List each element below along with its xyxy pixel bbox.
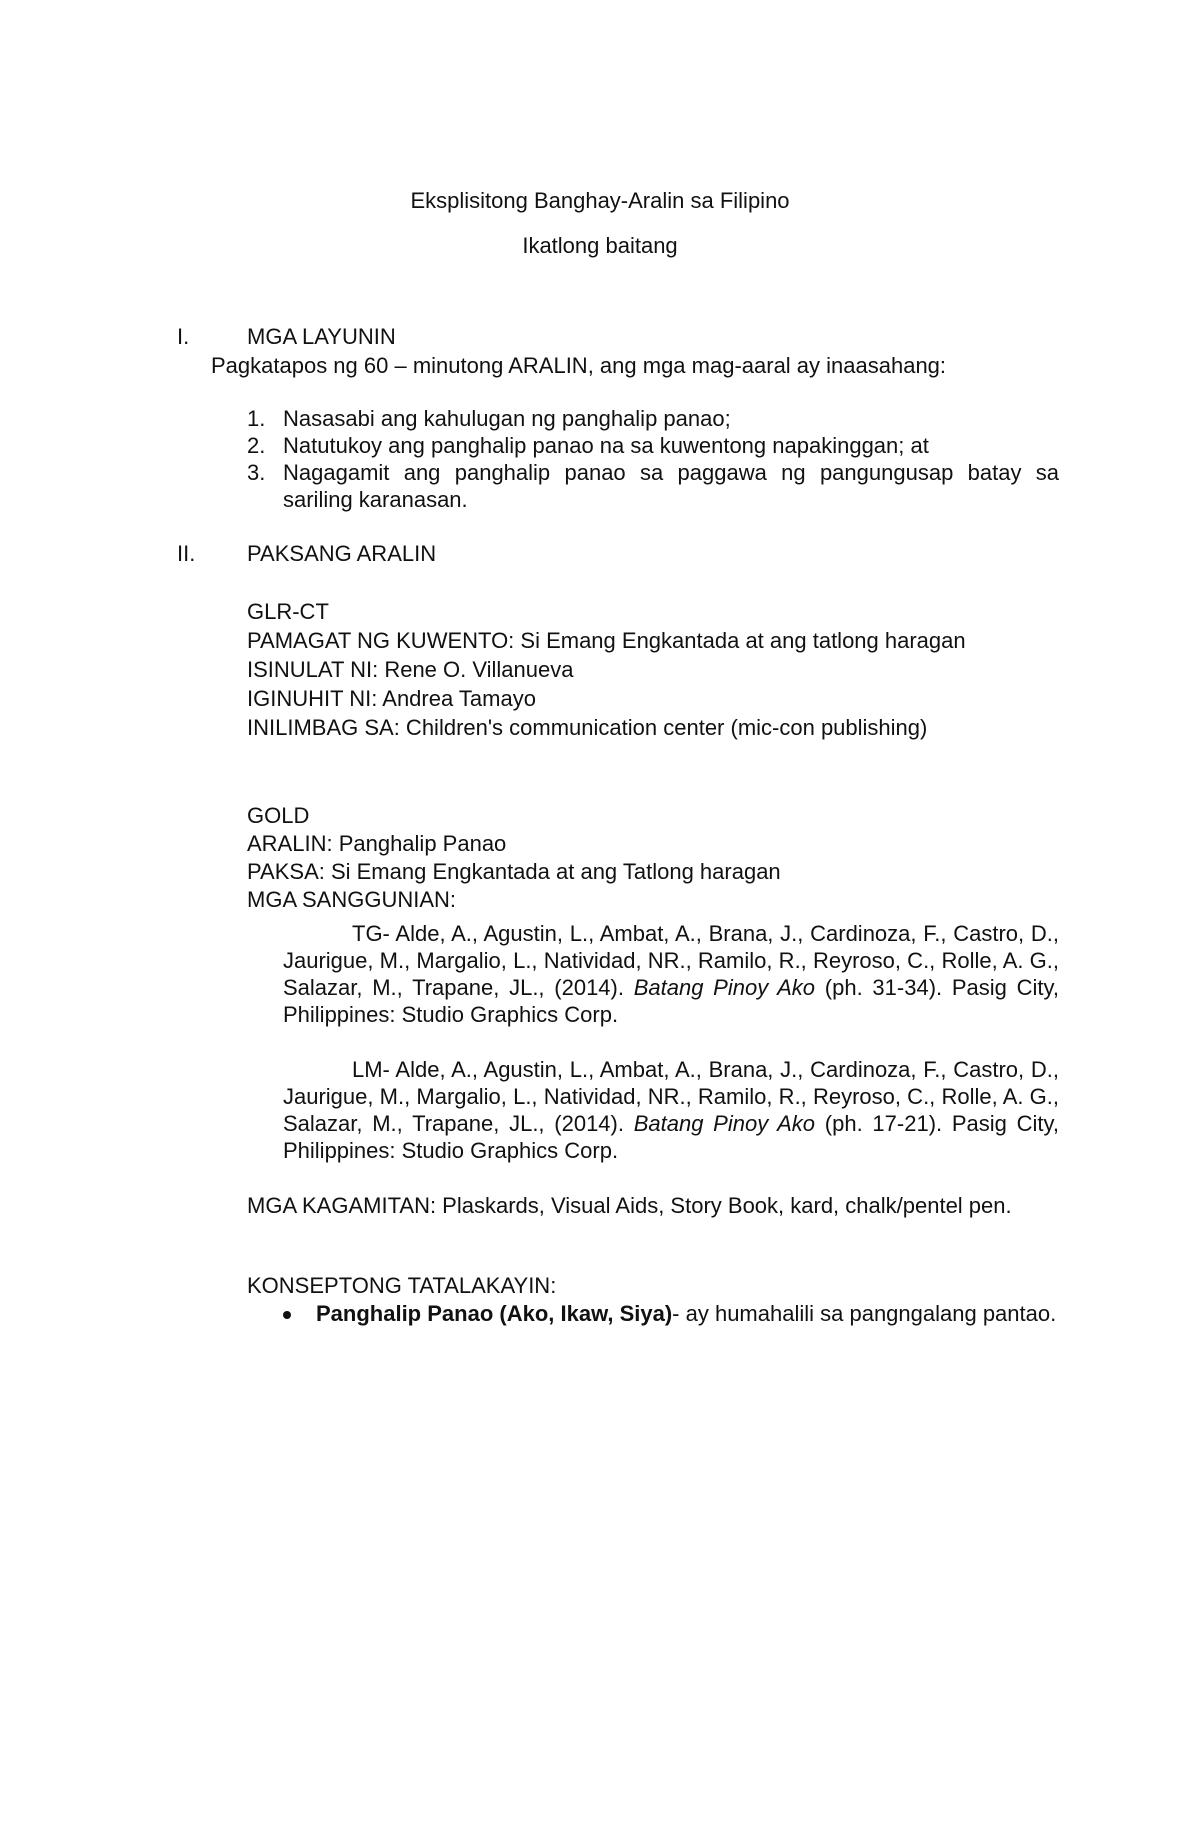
reference-text: TG- Alde, A., Agustin, L., Ambat, A., Brana, J., Cardinoza, F., Castro, D., Jaurigue, M., Margalio, L., Natividad, NR., Ramilo, R., Reyroso, C., Rolle, A. G., Salazar, M., Trapane, JL., (2014). xyxy=(283,921,1059,1000)
gold-label: GOLD xyxy=(247,803,310,828)
reference-text: (ph. 31-34). Pasig City, Philippines: Studio Graphics Corp. xyxy=(283,975,1059,1027)
story-title: PAMAGAT NG KUWENTO: Si Emang Engkantada at ang tatlong haragan xyxy=(247,628,966,653)
objectives-list xyxy=(247,405,1059,513)
reference-text: LM- Alde, A., Agustin, L., Ambat, A., Brana, J., Cardinoza, F., Castro, D., Jaurigue, M., Margalio, L., Natividad, NR., Ramilo, R., Reyroso, C., Rolle, A. G., Salazar, M., Trapane, JL., (2014). xyxy=(283,1057,1059,1136)
list-number: 1. xyxy=(247,406,266,431)
bullet-icon xyxy=(283,1311,291,1319)
glr-block xyxy=(247,597,1059,742)
reference-book-title: Batang Pinoy Ako xyxy=(633,975,816,1000)
section-2-heading: PAKSANG ARALIN xyxy=(247,541,437,566)
reference-book-title: Batang Pinoy Ako xyxy=(633,1111,816,1136)
story-author: ISINULAT NI: Rene O. Villanueva xyxy=(247,657,574,682)
list-number: 2. xyxy=(247,433,266,458)
story-publisher: INILIMBAG SA: Children's communication center (mic-con publishing) xyxy=(247,715,928,740)
glr-label: GLR-CT xyxy=(247,599,329,624)
list-text: Nagagamit ang panghalip panao sa paggawa ng pangungusap batay sa sariling karanasan. xyxy=(283,460,1059,512)
list-text: Nasasabi ang kahulugan ng panghalip panao; xyxy=(283,406,731,431)
list-number: 3. xyxy=(247,460,266,485)
lesson-subject: PAKSA: Si Emang Engkantada at ang Tatlong haragan xyxy=(247,859,781,884)
lesson-topic: ARALIN: Panghalip Panao xyxy=(247,831,507,856)
list-text: Natutukoy ang panghalip panao na sa kuwentong napakinggan; at xyxy=(283,433,929,458)
objectives-intro: Pagkatapos ng 60 – minutong ARALIN, ang mga mag-aaral ay inaasahang: xyxy=(211,353,947,378)
document-title: Eksplisitong Banghay-Aralin sa Filipino xyxy=(410,188,790,213)
gold-block xyxy=(247,802,1059,914)
document-subtitle: Ikatlong baitang xyxy=(522,233,678,258)
story-illustrator: IGINUHIT NI: Andrea Tamayo xyxy=(247,686,536,711)
section-2-numeral: II. xyxy=(177,541,196,566)
reference-tg xyxy=(283,920,1059,1028)
reference-text: (ph. 17-21). Pasig City, Philippines: Studio Graphics Corp. xyxy=(283,1111,1059,1163)
references-heading: MGA SANGGUNIAN: xyxy=(247,887,457,912)
list-item xyxy=(247,405,1059,432)
list-item xyxy=(247,432,1059,459)
concept-bullet xyxy=(247,1300,1059,1327)
concept-heading: KONSEPTONG TATALAKAYIN: xyxy=(247,1273,557,1298)
concept-definition: - ay humahalili sa pangngalang pantao. xyxy=(672,1301,1057,1326)
concept-text xyxy=(247,1300,1059,1327)
section-1-heading: MGA LAYUNIN xyxy=(247,324,396,349)
reference-lm xyxy=(283,1056,1059,1164)
concept-term: Panghalip Panao (Ako, Ikaw, Siya) xyxy=(316,1301,673,1326)
materials-text: MGA KAGAMITAN: Plaskards, Visual Aids, Story Book, kard, chalk/pentel pen. xyxy=(247,1193,1012,1218)
section-1-numeral: I. xyxy=(177,324,190,349)
list-item xyxy=(247,459,1059,513)
